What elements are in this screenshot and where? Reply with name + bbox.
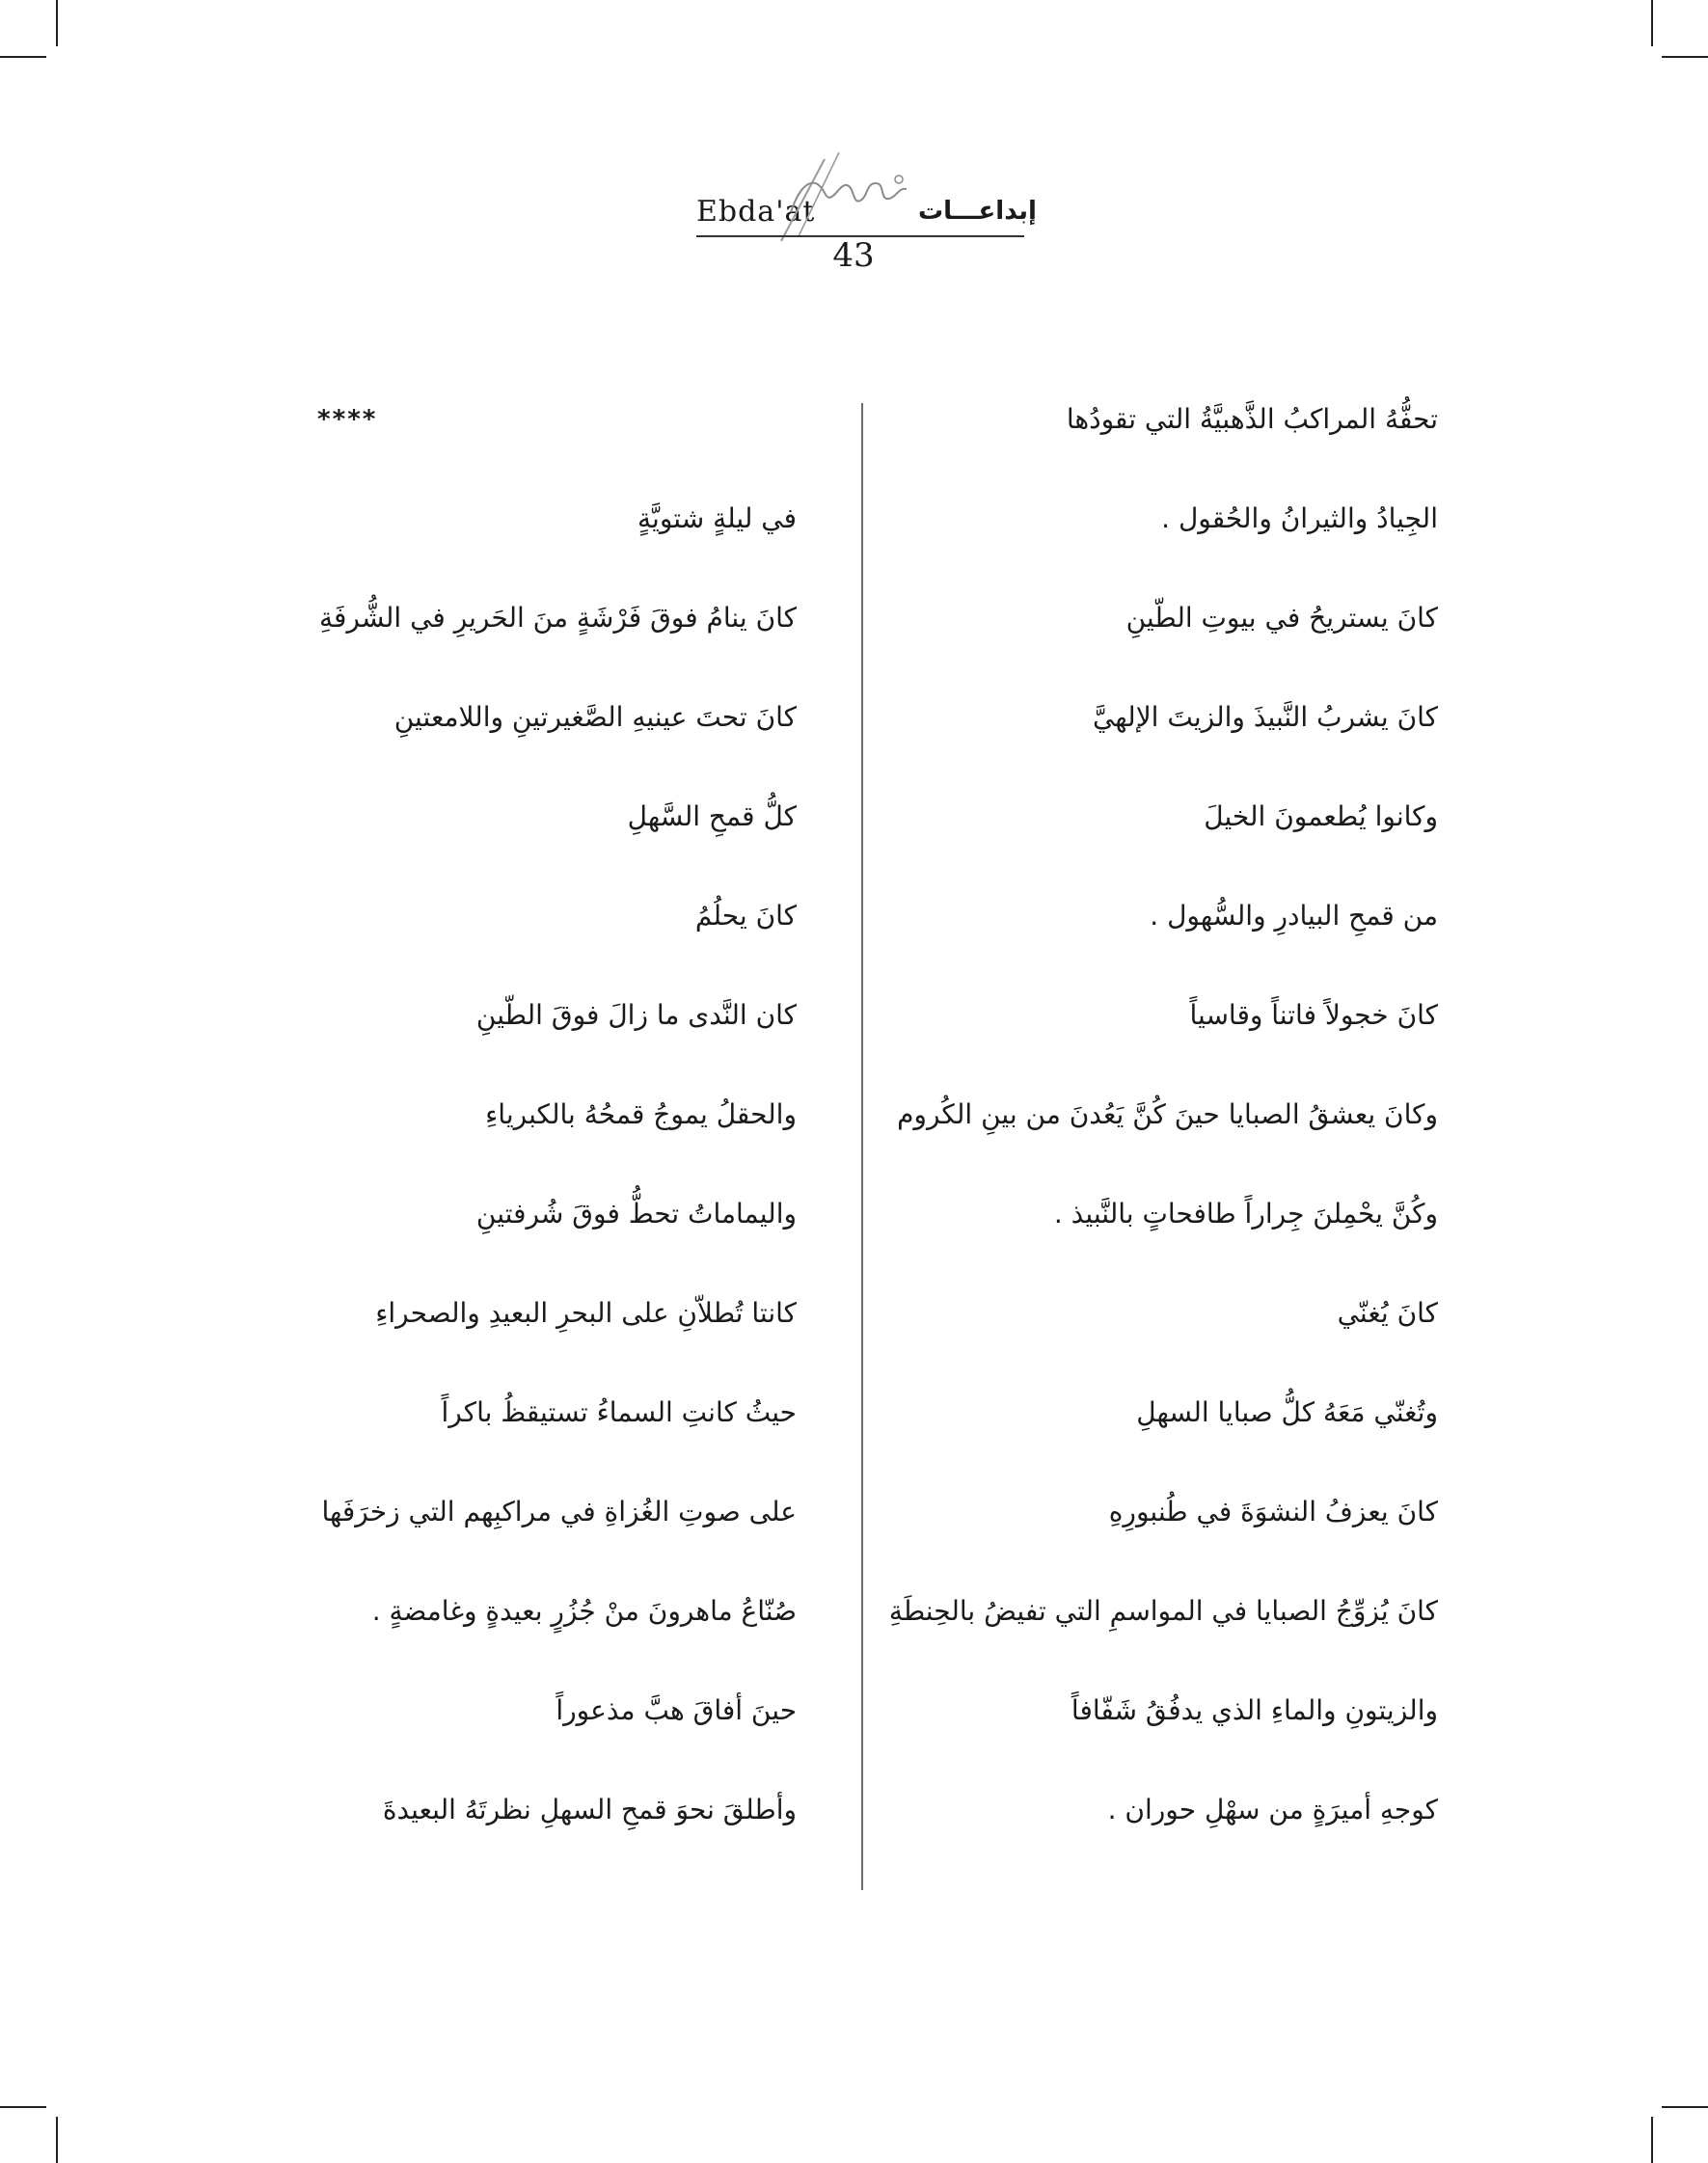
poem-line: كانتا تُطلاّنِ على البحرِ البعيدِ والصحراءِ — [375, 1297, 797, 1329]
crop-mark — [56, 0, 58, 46]
poem-line: وكُنَّ يحْمِلنَ جِراراً طافحاتٍ بالنَّبيذ . — [1053, 1198, 1438, 1230]
poem-column-left — [199, 386, 797, 1876]
poem-line: في ليلةٍ شتويَّةٍ — [637, 502, 797, 534]
poem-line: وكانوا يُطعمونَ الخيلَ — [1204, 800, 1438, 832]
poem-line: واليماماتُ تحطُّ فوقَ شُرفتينِ — [475, 1198, 797, 1230]
poem-line: وتُغنّي مَعَهُ كلُّ صبايا السهلِ — [1136, 1396, 1438, 1428]
page-number: 43 — [832, 236, 875, 275]
crop-mark — [0, 56, 46, 58]
poem-line: كانَ خجولاً فاتناً وقاسياً — [1189, 999, 1438, 1031]
poem-line: والحقلُ يموجُ قمحُهُ بالكبرياءِ — [485, 1098, 797, 1130]
poem-line: صُنّاعُ ماهرونَ منْ جُزُرٍ بعيدةٍ وغامضةٍ . — [371, 1595, 797, 1627]
section-separator-stars: **** — [317, 405, 378, 434]
poem-line: وأطلقَ نحوَ قمحِ السهلِ نظرتَهُ البعيدةَ — [382, 1794, 797, 1825]
poem-line: كانَ يُزوِّجُ الصبايا في المواسمِ التي تفيضُ بالحِنطَةِ — [888, 1595, 1438, 1627]
poem-line: كانَ يشربُ النَّبيذَ والزيتَ الإلهيَّ — [1092, 701, 1438, 733]
poem-line: كوجهِ أميرَةٍ من سهْلِ حوران . — [1107, 1794, 1438, 1825]
poem-line: كانَ ينامُ فوقَ فَرْشَةٍ منَ الحَريرِ في الشُّرفَةِ — [319, 602, 797, 634]
poem-line: حينَ أفاقَ هبَّ مذعوراً — [556, 1694, 797, 1726]
crop-mark — [1662, 56, 1708, 58]
poem-line: كانَ تحتَ عينيهِ الصَّغيرتينِ واللامعتينِ — [393, 701, 797, 733]
poem-line: تحفُّهُ المراكبُ الذَّهبيَّةُ التي تقودُها — [1066, 403, 1438, 435]
crop-mark — [0, 2106, 46, 2108]
poem-line: كانَ يستريحُ في بيوتِ الطّينِ — [1125, 602, 1438, 634]
crop-mark — [1651, 2117, 1653, 2163]
logo-latin-text: Ebda'at — [696, 195, 816, 229]
poem-line: حيثُ كانتِ السماءُ تستيقظُ باكراً — [441, 1396, 797, 1428]
poem-line: كانَ يحلُمُ — [694, 900, 797, 932]
crop-mark — [1651, 0, 1653, 46]
running-header — [0, 145, 1708, 289]
poem-line: والزيتونِ والماءِ الذي يدفُقُ شَفّافاً — [1071, 1694, 1438, 1726]
poem-line: على صوتِ الغُزاةِ في مراكبِهم التي زخرَفَها — [321, 1496, 797, 1528]
crop-mark — [1662, 2106, 1708, 2108]
poem-line: وكانَ يعشقُ الصبايا حينَ كُنَّ يَعُدنَ من بينِ الكُروم — [897, 1098, 1438, 1130]
poem-line: الجِيادُ والثيرانُ والحُقول . — [1161, 502, 1438, 534]
poem-line: كان النَّدى ما زالَ فوقَ الطّينِ — [475, 999, 797, 1031]
poem-column-right — [840, 386, 1438, 1876]
poem-line: كانَ يُغنّي — [1337, 1297, 1438, 1329]
poem-line: كانَ يعزفُ النشوَةَ في طُنبورِهِ — [1108, 1496, 1438, 1528]
crop-mark — [56, 2117, 58, 2163]
logo-arabic-text: إبداعـــات — [918, 197, 1037, 226]
poem-line: من قمحِ البيادرِ والسُّهول . — [1150, 900, 1438, 932]
poem-line: كلُّ قمحِ السَّهلِ — [627, 800, 797, 832]
